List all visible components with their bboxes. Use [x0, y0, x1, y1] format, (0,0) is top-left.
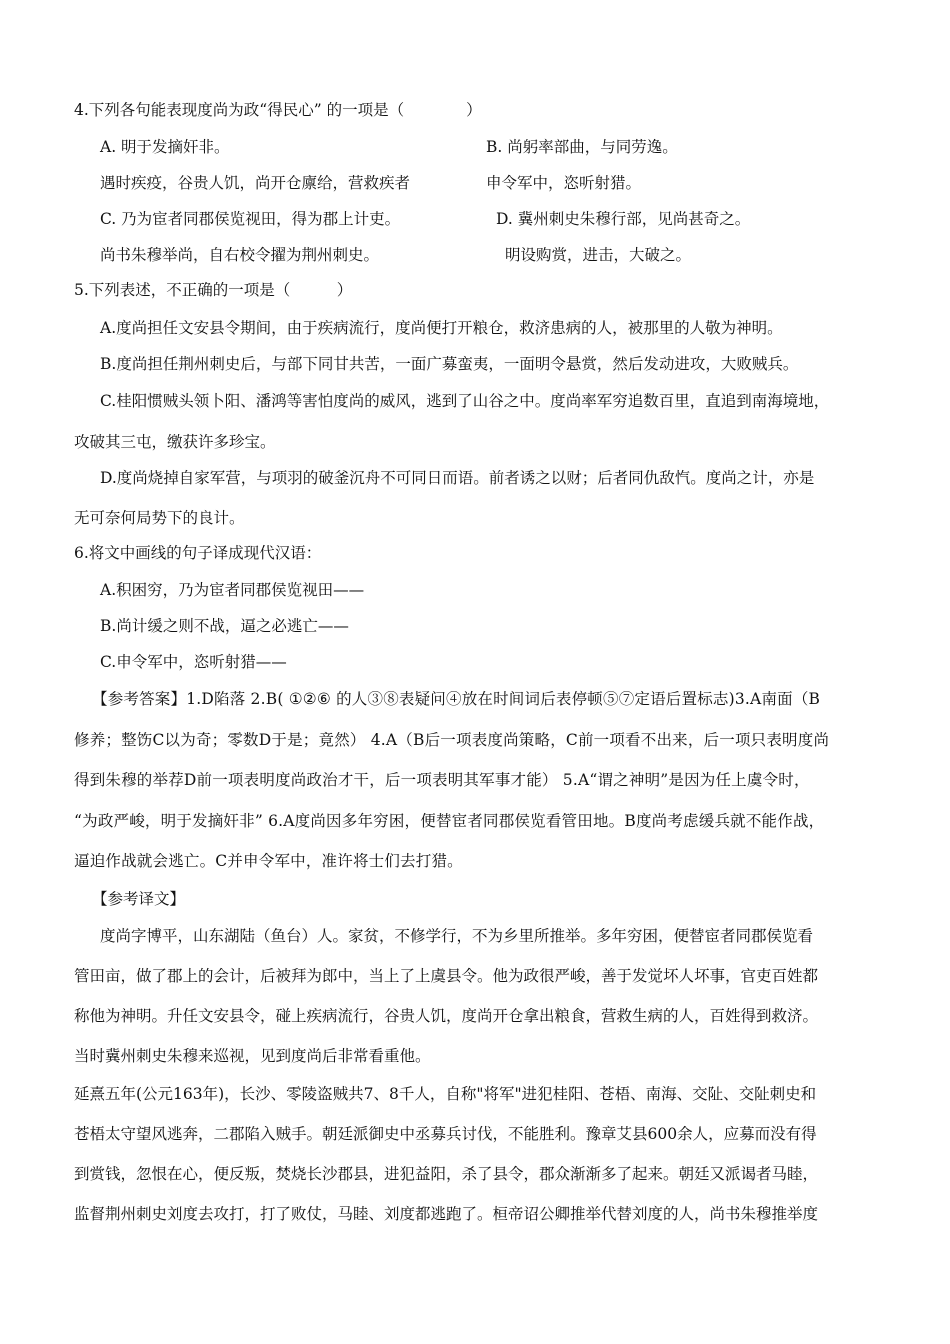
q5-option-b: B.度尚担任荆州刺史后，与部下同甘共苦，一面广募蛮夷，一面明令悬赏，然后发动进攻，大败贼兵。	[100, 355, 799, 373]
translation-p1-line3: 称他为神明。升任文安县令，碰上疾病流行，谷贵人饥，度尚开仓拿出粮食，营救生病的人，百姓得到救济。	[74, 1007, 819, 1025]
q5-option-c-line2: 攻破其三屯，缴获许多珍宝。	[74, 433, 276, 451]
q6-item-b: B.尚计缓之则不战，逼之必逃亡——	[100, 617, 349, 635]
translation-p2-line2: 苍梧太守望风逃奔，二郡陷入贼手。朝廷派御史中丞募兵讨伐，不能胜利。豫章艾县600余人，应募而没有得	[74, 1125, 817, 1143]
q4-option-c: C. 乃为宦者同郡侯览视田，得为郡上计吏。	[100, 210, 401, 228]
answer-line-4: “为政严峻，明于发摘奸非” 6.A度尚因多年穷困，便替宦者同郡侯览看管田地。B度尚考虑缓兵就不能作战，	[74, 812, 825, 830]
q4-option-d: D. 冀州刺史朱穆行部，见尚甚奇之。	[496, 210, 751, 228]
translation-p2-line1: 延熹五年(公元163年)，长沙、零陵盗贼共7、8千人，自称"将军"进犯桂阳、苍梧、南海、交阯、交阯刺史和	[74, 1085, 817, 1103]
translation-p1-line2: 管田亩，做了郡上的会计，后被拜为郎中，当上了上虞县令。他为政很严峻，善于发觉坏人坏事，官吏百姓都	[74, 967, 819, 985]
question-6-stem: 6.将文中画线的句子译成现代汉语：	[74, 544, 322, 562]
translation-p2-line4: 监督荆州刺史刘度去攻打，打了败仗，马睦、刘度都逃跑了。桓帝诏公卿推举代替刘度的人，尚书朱穆推举度	[74, 1205, 819, 1223]
question-4-stem: 4.下列各句能表现度尚为政“得民心” 的一项是（ ）	[74, 101, 482, 119]
q5-option-c: C.桂阳惯贼头领卜阳、潘鸿等害怕度尚的威风，逃到了山谷之中。度尚率军穷追数百里，直追到南海境地，	[100, 392, 830, 410]
q4-option-b: B. 尚躬率部曲，与同劳逸。	[486, 138, 678, 156]
translation-p1-line1: 度尚字博平，山东湖陆（鱼台）人。家贫，不修学行，不为乡里所推举。多年穷困，便替宦者同郡侯览看	[100, 927, 814, 945]
q4-option-d-line2: 明设购赏，进击，大破之。	[505, 246, 692, 264]
answer-line-3: 得到朱穆的举荐D前一项表明度尚政治才干，后一项表明其军事才能） 5.A“谓之神明”是因为任上虞令时，	[74, 771, 810, 789]
translation-p2-line3: 到赏钱，忽恨在心，便反叛，焚烧长沙郡县，进犯益阳，杀了县令，郡众渐渐多了起来。朝廷又派谒者马睦，	[74, 1165, 819, 1183]
question-5-stem: 5.下列表述，不正确的一项是（ ）	[74, 281, 353, 299]
translation-p1-line4: 当时冀州刺史朱穆来巡视，见到度尚后非常看重他。	[74, 1047, 431, 1065]
q5-option-a: A.度尚担任文安县令期间，由于疾病流行，度尚便打开粮仓，救济患病的人，被那里的人敬为神明。	[100, 319, 783, 337]
q6-item-c: C.申令军中，恣听射猎——	[100, 653, 287, 671]
answer-line-2: 修养；整饬C以为奇；零数D于是；竟然） 4.A（B后一项表度尚策略，C前一项看不出来，后一项只表明度尚	[74, 731, 830, 749]
q4-option-a-line2: 遇时疾疫，谷贵人饥，尚开仓廪给，营救疾者	[100, 174, 411, 192]
answer-line-1: 【参考答案】1.D陷落 2.B( ①②⑥ 的人③⑧表疑问④放在时间词后表停顿⑤⑦定语后置标志)3.A南面（B	[92, 690, 821, 708]
answer-line-5: 逼迫作战就会逃亡。C并申令军中，准许将士们去打猎。	[74, 852, 463, 870]
q6-item-a: A.积困穷，乃为宦者同郡侯览视田——	[100, 581, 365, 599]
q5-option-d-line2: 无可奈何局势下的良计。	[74, 509, 245, 527]
q4-option-a: A. 明于发摘奸非。	[100, 138, 230, 156]
q5-option-d: D.度尚烧掉自家军营，与项羽的破釜沉舟不可同日而语。前者诱之以财；后者同仇敌忾。度尚之计，亦是	[100, 469, 815, 487]
q4-option-b-line2: 申令军中，恣听射猎。	[486, 174, 642, 192]
q4-option-c-line2: 尚书朱穆举尚，自右校令擢为荆州刺史。	[100, 246, 380, 264]
translation-heading: 【参考译文】	[92, 890, 186, 908]
